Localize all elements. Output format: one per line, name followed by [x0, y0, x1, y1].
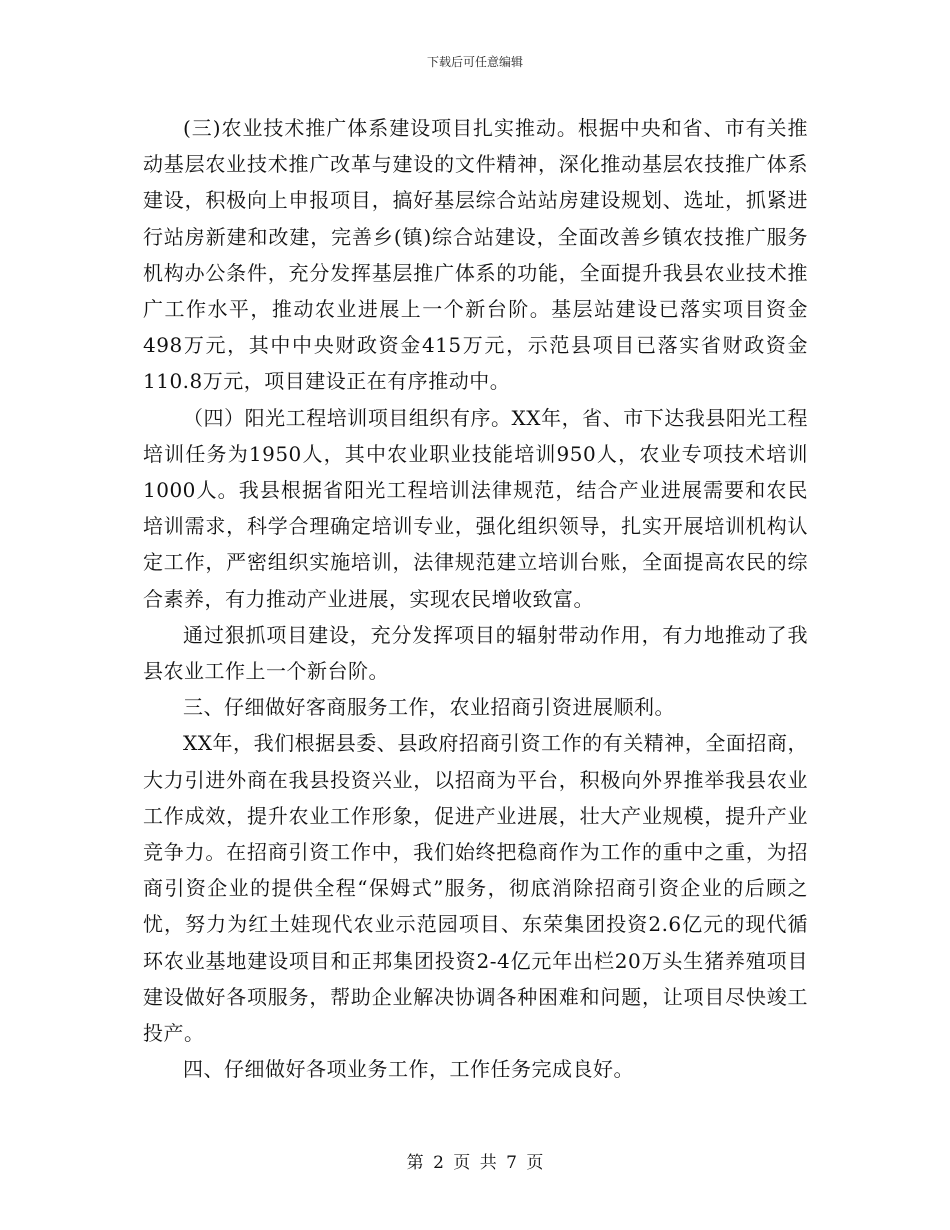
page-header: 下载后可任意编辑	[426, 55, 523, 69]
page-number-footer: 第 2 页 共 7 页	[406, 1153, 544, 1173]
paragraph-sunshine-training: （四）阳光工程培训项目组织有序。XX年，省、市下达我县阳光工程培训任务为1950人，其中农业职业技能培训950人，农业专项技术培训1000人。我县根据省阳光工程培训法律规范，结合产业进展需要和农民培训需求，科学合理确定培训专业，强化组织领导，扎实开展培训机构认定工作，严密组织实施培训，法律规范建立培训台账，全面提高农民的综合素养，有力推动产业进展，实现农民增收致富。	[143, 405, 808, 611]
section-heading-business-work: 四、仔细做好各项业务工作，工作任务完成良好。	[183, 1057, 634, 1082]
document-body	[143, 110, 808, 1087]
paragraph-agri-tech-promotion: (三)农业技术推广体系建设项目扎实推动。根据中央和省、市有关推动基层农业技术推广改革与建设的文件精神，深化推动基层农技推广体系建设，积极向上申报项目，搞好基层综合站站房建设规划、选址，抓紧进行站房新建和改建，完善乡(镇)综合站建设，全面改善乡镇农技推广服务机构办公条件，充分发挥基层推广体系的功能，全面提升我县农业技术推广工作水平，推动农业进展上一个新台阶。基层站建设已落实项目资金498万元，其中中央财政资金415万元，示范县项目已落实省财政资金110.8万元，项目建设正在有序推动中。	[143, 116, 808, 394]
section-heading-investment: 三、仔细做好客商服务工作，农业招商引资进展顺利。	[183, 695, 675, 720]
paragraph-project-summary: 通过狠抓项目建设，充分发挥项目的辐射带动作用，有力地推动了我县农业工作上一个新台阶。	[143, 622, 808, 684]
paragraph-investment-details: XX年，我们根据县委、县政府招商引资工作的有关精神，全面招商，大力引进外商在我县投资兴业，以招商为平台，积极向外界推举我县农业工作成效，提升农业工作形象，促进产业进展，壮大产业规模，提升产业竞争力。在招商引资工作中，我们始终把稳商作为工作的重中之重，为招商引资企业的提供全程“保姆式”服务，彻底消除招商引资企业的后顾之忧，努力为红土娃现代农业示范园项目、东荣集团投资2.6亿元的现代循环农业基地建设项目和正邦集团投资2-4亿元年出栏20万头生猪养殖项目建设做好各项服务，帮助企业解决协调各种困难和问题，让项目尽快竣工投产。	[143, 731, 808, 1046]
